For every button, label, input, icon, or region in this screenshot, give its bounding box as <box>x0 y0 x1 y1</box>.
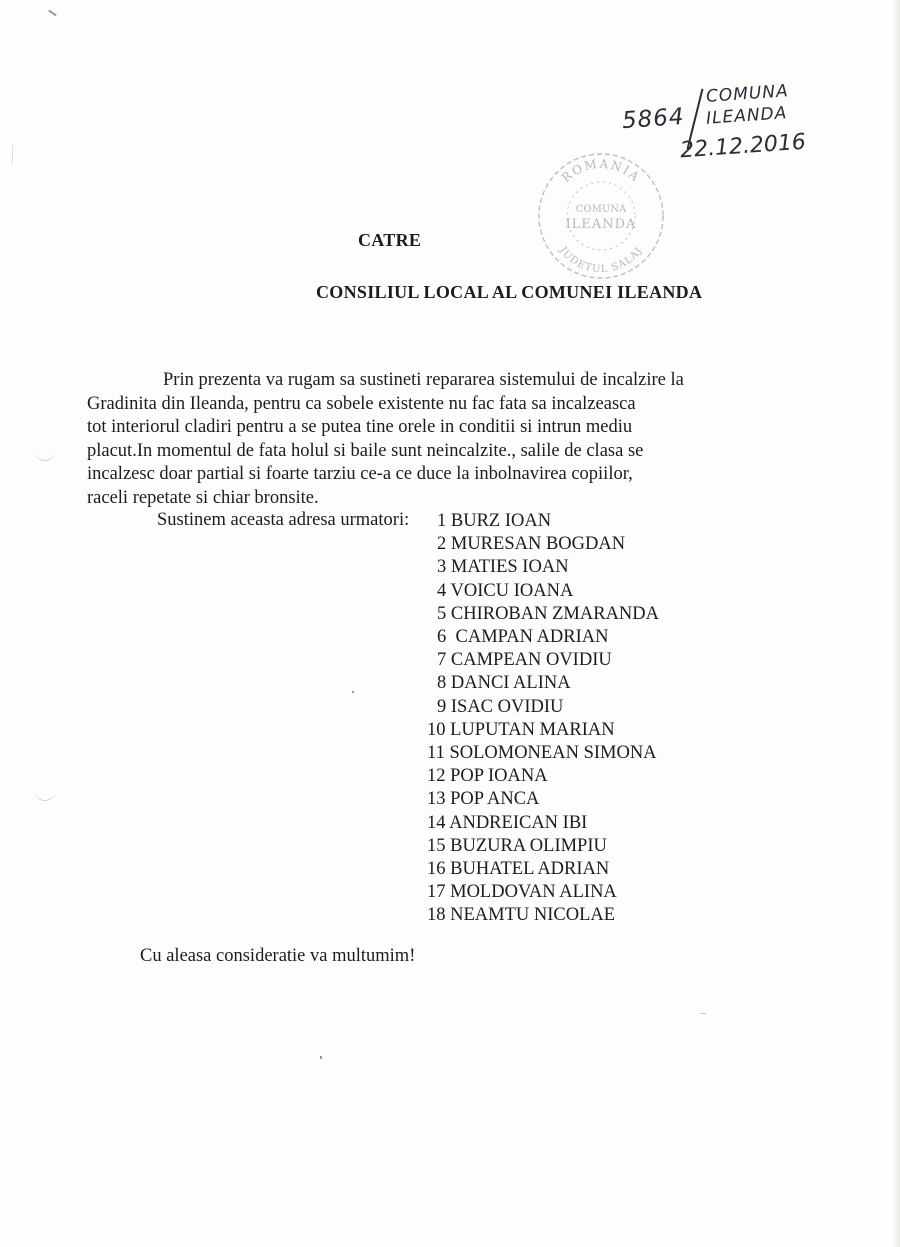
supporter-entry: 16 BUHATEL ADRIAN <box>427 859 610 880</box>
supporter-entry: 3 MATIES IOAN <box>437 557 569 578</box>
scan-speck <box>320 1056 322 1059</box>
supporter-entry: 13 POP ANCA <box>427 789 540 810</box>
commune-seal-stamp <box>535 150 667 282</box>
supporter-entry: 5 CHIROBAN ZMARANDA <box>437 603 660 624</box>
seal-top-text: ROMANIA <box>558 156 644 186</box>
recipient-title: CONSILIUL LOCAL AL COMUNEI ILEANDA <box>316 282 703 302</box>
scan-speck <box>700 1013 706 1014</box>
punch-hole-mark-lower <box>34 788 56 801</box>
paragraph-line: Gradinita din Ileanda, pentru ca sobele existente nu fac fata sa incalzeasca <box>87 393 636 414</box>
supporter-entry: 17 MOLDOVAN ALINA <box>427 882 617 903</box>
seal-outer-ring <box>539 154 663 278</box>
supporter-entry: 12 POP IOANA <box>427 766 548 787</box>
registration-number: 5864 <box>621 103 686 135</box>
supporter-entry: 4 VOICU IOANA <box>437 580 574 601</box>
supporter-entry: 18 NEAMTU NICOLAE <box>427 905 616 926</box>
supporter-entry: 8 DANCI ALINA <box>437 673 571 694</box>
registration-commune-line2: ILEANDA <box>705 103 788 129</box>
supporter-entry: 10 LUPUTAN MARIAN <box>427 719 615 740</box>
registration-commune-line1: COMUNA <box>705 81 790 107</box>
scan-speck <box>352 691 354 693</box>
scan-edge-shadow <box>892 0 900 1247</box>
seal-inner-ring <box>567 182 635 250</box>
supporter-entry: 2 MURESAN BOGDAN <box>437 534 626 555</box>
seal-middle-text-2: ILEANDA <box>565 217 637 232</box>
registration-date: 22.12.2016 <box>679 129 807 164</box>
seal-bottom-text: JUDETUL SALAJ <box>557 245 645 276</box>
supporter-entry: 7 CAMPEAN OVIDIU <box>437 650 612 671</box>
addressee-label: CATRE <box>358 230 422 250</box>
supporter-entry: 6 CAMPAN ADRIAN <box>437 627 609 648</box>
scan-speck <box>48 10 57 17</box>
supporter-entry: 15 BUZURA OLIMPIU <box>427 835 607 856</box>
paragraph-line: tot interiorul cladiri pentru a se putea tine orele in conditii si intrun mediu <box>87 417 633 438</box>
request-paragraph <box>87 369 757 511</box>
supporter-entry: 11 SOLOMONEAN SIMONA <box>427 743 657 764</box>
supporter-entry: 9 ISAC OVIDIU <box>437 696 564 717</box>
seal-middle-text-1: COMUNA <box>575 204 627 215</box>
supporter-entry: 1 BURZ IOAN <box>437 511 552 531</box>
paragraph-line: incalzesc doar partial si foarte tarziu ce-a ce duce la inbolnavirea copiilor, <box>87 464 633 485</box>
scan-speck <box>12 145 13 163</box>
supporters-list <box>427 510 660 928</box>
punch-hole-mark-upper <box>34 448 56 461</box>
paragraph-line: raceli repetate si chiar bronsite. <box>87 487 319 508</box>
supporter-entry: 14 ANDREICAN IBI <box>427 812 588 833</box>
supporters-label: Sustinem aceasta adresa urmatori: <box>157 510 410 530</box>
paragraph-line: placut.In momentul de fata holul si baile sunt neincalzite., salile de clasa se <box>87 440 644 461</box>
closing-line: Cu aleasa consideratie va multumim! <box>140 946 416 966</box>
paragraph-line: Prin prezenta va rugam sa sustineti repararea sistemului de incalzire la <box>163 370 684 390</box>
